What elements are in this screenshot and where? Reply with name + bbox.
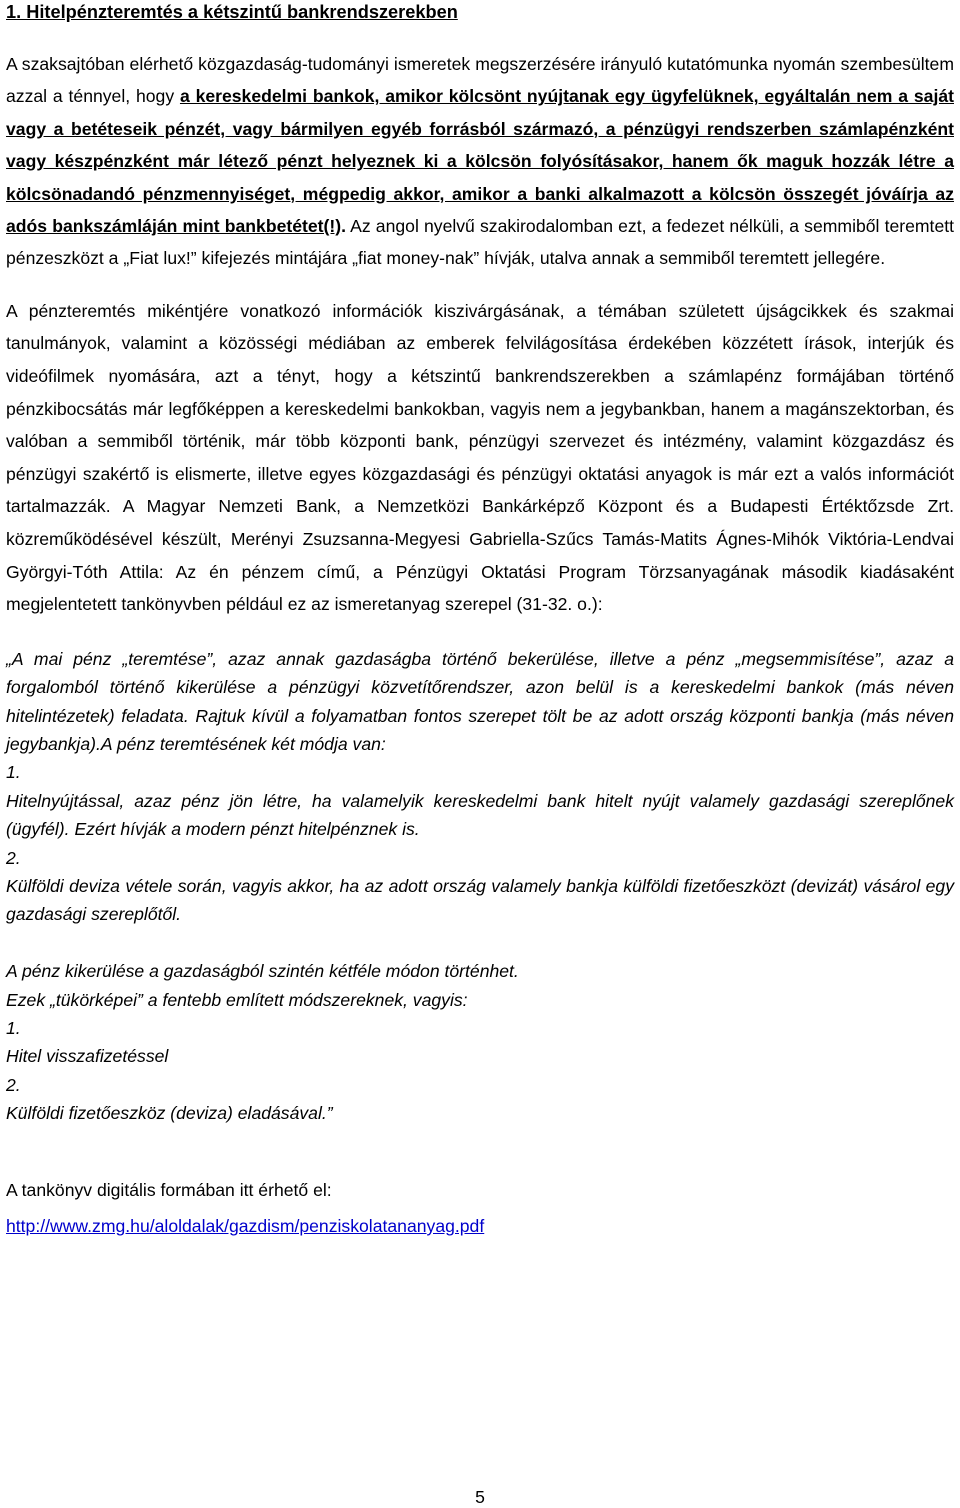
textbook-quote: [6, 645, 954, 1128]
list-item-currency-sale: Külföldi fizetőeszköz (deviza) eladásával.”: [6, 1103, 333, 1124]
paragraph-intro-rest: Az angol nyelvű szakirodalomban ezt, a fedezet nélküli, a semmiből teremtett pénzeszközt a „Fiat lux!” kifejezés mintájára „fiat money-nak” hívják, utalva annak a semmiből teremtett jellegére.: [6, 216, 955, 269]
outflow-mirror: Ezek „tükörképei” a fentebb említett módszereknek, vagyis:: [6, 989, 468, 1010]
list-number: 1.: [6, 1018, 21, 1039]
paragraph-body: A pénzteremtés mikéntjére vonatkozó információk kiszivárgásának, a témában született újságcikkek és szakmai tanulmányok, valamint a közösségi médiában az emberek felvilágosítása érdekében közzétett írások, interjúk és videófilmek nyomására, azt a tényt, hogy a kétszintű bankrendszerekben a számlapénz formájában történő pénzkibocsátás már legfőképpen a kereskedelmi bankokban, vagyis nem a jegybankban, hanem a magánszektorban, és valóban a semmiből történik, már több központi bank, pénzügyi szervezet és intézmény, valamint közgazdász és pénzügyi szakértő is elismerte, illetve egyes közgazdasági és pénzügyi oktatási anyagok is már ezt a valós információt tartalmazzák. A Magyar Nemzeti Bank, a Nemzetközi Bankárképző Központ és a Budapesti Értéktőzsde Zrt. közreműködésével készült, Merényi Zsuzsanna-Megyesi Gabriella-Szűcs Tamás-Matits Ágnes-Mihók Viktória-Lendvai Györgyi-Tóth Attila: Az én pénzem című, a Pénzügyi Oktatási Program Törzsanyagának második kiadásaként megjelentetett tankönyvben például ez az ismeretanyag szerepel (31-32. o.):: [6, 300, 954, 615]
document-page: [6, 0, 954, 1240]
list-item-foreign-currency: Külföldi deviza vétele során, vagyis akkor, ha az adott ország valamely bankja külföldi fizetőeszközt (devizát) vásárol egy gazdasági szereplőtől.: [6, 876, 954, 925]
list-number: 1.: [6, 762, 21, 783]
outflow-intro: A pénz kikerülése a gazdaságból szintén kétféle módon történhet.: [6, 961, 519, 982]
link-intro: A tankönyv digitális formában itt érhető el:: [6, 1179, 332, 1200]
list-number: 2.: [6, 1074, 21, 1095]
page-number: 5: [475, 1487, 485, 1507]
textbook-link[interactable]: http://www.zmg.hu/aloldalak/gazdism/penziskolatananyag.pdf: [6, 1216, 485, 1237]
emphasis-end: .: [341, 216, 346, 237]
list-item-credit: Hitelnyújtással, azaz pénz jön létre, ha valamelyik kereskedelmi bank hitelt nyújt valamely gazdasági szereplőnek (ügyfél). Ezért hívják a modern pénzt hitelpénznek is.: [6, 790, 954, 840]
paragraph-intro: [6, 48, 954, 275]
emphasis-text: a kereskedelmi bankok, amikor kölcsönt nyújtanak egy ügyfelüknek, egyáltalán nem a saját vagy a betéteseik pénzét, vagy bármilyen egyéb forrásból származó, a pénzügyi rendszerben számlapénzként vagy készpénzként már létező pénzt helyeznek ki a kölcsön folyósításakor, hanem ők maguk hozzák létre a kölcsönadandó pénzmennyiséget, mégpedig akkor, amikor a banki alkalmazott a kölcsön összegét jóváírja az adós bankszámláján mint bankbetétet(!): [6, 86, 954, 237]
list-number: 2.: [6, 847, 21, 868]
section-heading: 1. Hitelpénzteremtés a kétszintű bankrendszerekben: [6, 2, 458, 22]
quote-intro: „A mai pénz „teremtése”, azaz annak gazdaságba történő bekerülése, illetve a pénz „megsemmisítése”, azaz a forgalomból történő kikerülése a pénzügyi közvetítőrendszer, azon belül is a kereskedelmi bankok (más néven hitelintézetek) feladata. Rajtuk kívül a folyamatban fontos szerepet tölt be az adott ország központi bankja (más néven jegybankja).A pénz teremtésének két módja van:: [6, 648, 954, 754]
paragraph-intro-text: A szaksajtóban elérhető közgazdaság-tudományi ismeretek megszerzésére irányuló kutatómunka nyomán szembesültem azzal a ténnyel, hogy: [6, 54, 954, 107]
list-item-repayment: Hitel visszafizetéssel: [6, 1046, 169, 1067]
